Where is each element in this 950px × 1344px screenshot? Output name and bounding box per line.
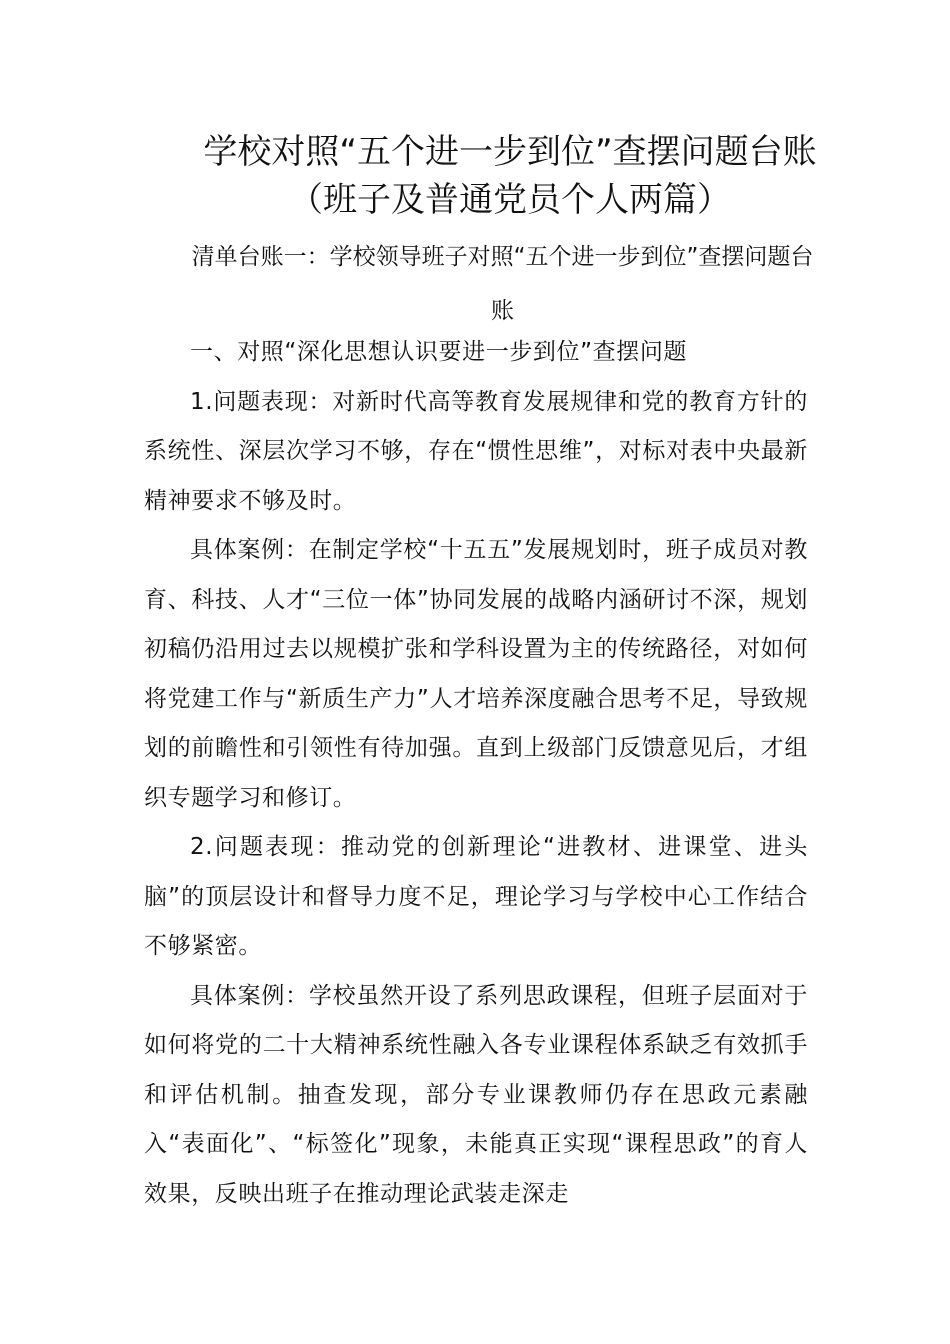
case-paragraph: 具体案例：在制定学校“十五五”发展规划时，班子成员对教育、科技、人才“三位一体”协同发展的战略内涵研讨不深，规划初稿仍沿用过去以规模扩张和学科设置为主的传统路径，对如何将党建工作与“新质生产力”人才培养深度融合思考不足，导致规划的前瞻性和引领性有待加强。直到上级部门反馈意见后，才组织专题学习和修订。	[144, 537, 808, 811]
document-title: 学校对照“五个进一步到位”查摆问题台账（班子及普通党员个人两篇）	[203, 132, 817, 220]
case-paragraph: 具体案例：学校虽然开设了系列思政课程，但班子层面对于如何将党的二十大精神系统性融入各专业课程体系缺乏有效抓手和评估机制。抽查发现，部分专业课教师仍存在思政元素融入“表面化”、“标签化”现象，未能真正实现“课程思政”的育人效果，反映出班子在推动理论武装走深走	[144, 982, 808, 1207]
section-heading: 一、对照“深化思想认识要进一步到位”查摆问题	[190, 339, 688, 365]
problem-paragraph: 2.问题表现：推动党的创新理论“进教材、进课堂、进头脑”的顶层设计和督导力度不足，理论学习与学校中心工作结合不够紧密。	[144, 834, 808, 959]
document-body	[144, 328, 808, 1219]
problem-paragraph: 1.问题表现：对新时代高等教育发展规律和党的教育方针的系统性、深层次学习不够，存在“惯性思维”，对标对表中央最新精神要求不够及时。	[144, 388, 808, 514]
document-subtitle: 清单台账一：学校领导班子对照“五个进一步到位”查摆问题台账	[191, 244, 814, 324]
